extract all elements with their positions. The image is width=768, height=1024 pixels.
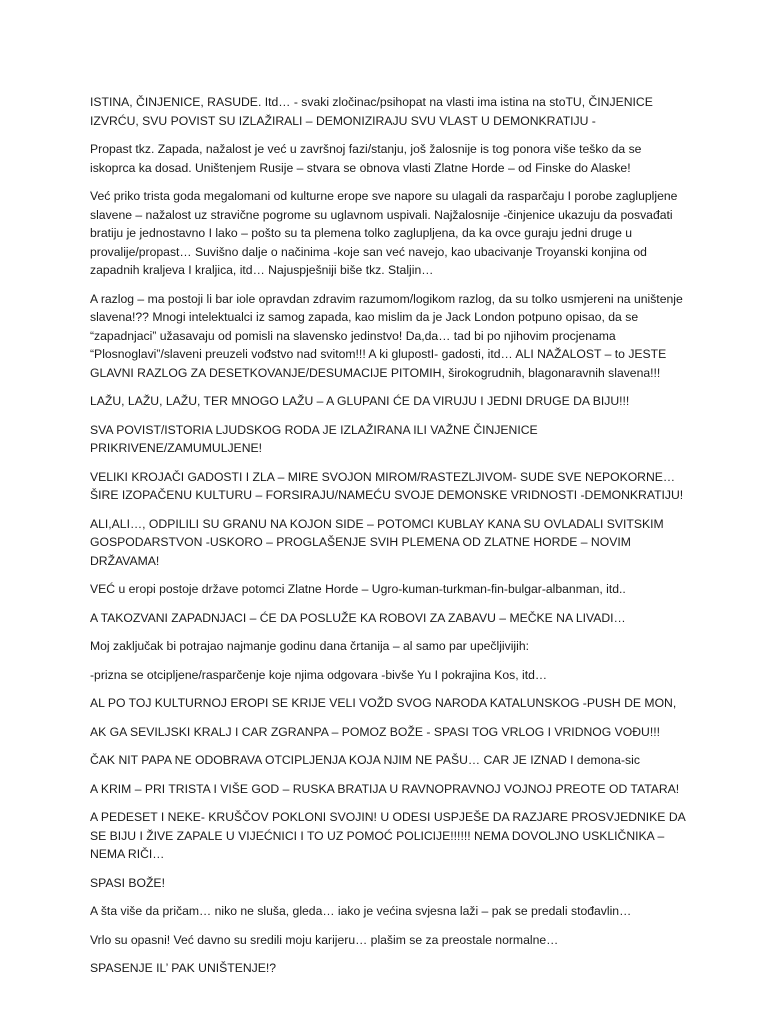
paragraph-17: A PEDESET I NEKE- KRUŠČOV POKLONI SVOJIN! U ODESI USPJEŠE DA RAZJARE PROSVJEDNIKE DA SE BIJU I ŽIVE ZAPALE U VIJEĆNICI I TO UZ POMOĆ POLICIJE!!!!!! NEMA DOVOLJNO USKLIČNIKA – NEMA RIČI… (90, 810, 686, 861)
paragraph-21: SPASENJE IL’ PAK UNIŠTENJE!? (90, 961, 277, 975)
paragraph-5: LAŽU, LAŽU, LAŽU, TER MNOGO LAŽU – A GLUPANI ĆE DA VIRUJU I JEDNI DRUGE DA BIJU!!! (90, 394, 630, 408)
paragraph-3: Već priko trista goda megalomani od kulturne erope sve napore su ulagali da rasparčaju I porobe zaglupljene slavene – nažalost uz stravične pogrome su uglavnom uspivali. Najžalosnije -činjenice ukazuju da posvađati bratiju je jednostavno I lako – pošto su ta plemena tolko zaglupljena, da ka ovce guraju jedni druge u provalije/propast… Suvišno dalje o načinima -koje san već navejo, kao ubacivanje Troyanski konjina od zapadnih kraljeva I kraljica, itd… Najuspješniji biše tkz. Staljin… (90, 189, 678, 277)
paragraph-15: ČAK NIT PAPA NE ODOBRAVA OTCIPLJENJA KOJA NJIM NE PAŠU… CAR JE IZNAD I demona-sic (90, 753, 640, 767)
paragraph-16: A KRIM – PRI TRISTA I VIŠE GOD – RUSKA BRATIJA U RAVNOPRAVNOJ VOJNOJ PREOTE OD TATARA! (90, 781, 680, 796)
paragraph-20: Vrlo su opasni! Već davno su sredili moju karijeru… plašim se za preostale normalne… (90, 932, 559, 947)
paragraph-10: A TAKOZVANI ZAPADNJACI – ĆE DA POSLUŽE KA ROBOVI ZA ZABAVU – MEČKE NA LIVADI… (90, 610, 626, 625)
paragraph-19: A šta više da pričam… niko ne sluša, gleda… iako je većina svjesna laži – pak se predali stođavlin… (90, 904, 632, 918)
paragraph-2: Propast tkz. Zapada, nažalost je već u završnoj fazi/stanju, još žalosnije is tog ponora više teško da se iskoprca ka dosad. Uništenjem Rusije – stvara se obnova vlasti Zlatne Horde – od Finske do Alaske! (90, 142, 642, 175)
paragraph-4: A razlog – ma postoji li bar iole opravdan zdravim razumom/logikom razlog, da su tolko usmjereni na uništenje slavena!?? Mnogi intelektualci iz samog zapada, kao mislim da je Jack London potpuno opisao, da se “zapadnjaci” užasavaju od pomisli na slavensko jedinstvo! Da,da… tad bi po njihovim procjenama “Plosnoglavi”/slaveni preuzeli vođstvo nad svitom!!! A ki glupostI- gadosti, itd… ALI NAŽALOST – to JESTE GLAVNI RAZLOG ZA DESETKOVANJE/DESUMACIJE PITOMIH, širokogrudnih, blagonaravnih slavena!!! (90, 291, 683, 380)
paragraph-6: SVA POVIST/ISTORIA LJUDSKOG RODA JE IZLAŽIRANA ILI VAŽNE ČINJENICE PRIKRIVENE/ZAMUMULJENE! (90, 422, 538, 455)
document-body (90, 93, 690, 988)
paragraph-14: AK GA SEVILJSKI KRALJ I CAR ZGRANPA – POMOZ BOŽE - SPASI TOG VRLOG I VRIDNOG VOĐU!!! (90, 724, 661, 739)
paragraph-11: Moj zaključak bi potrajao najmanje godinu dana črtanija – al samo par upečljivijih: (90, 639, 529, 653)
paragraph-9: VEĆ u eropi postoje države potomci Zlatne Horde – Ugro-kuman-turkman-fin-bulgar-albanman, itd.. (90, 582, 626, 596)
paragraph-1: ISTINA, ČINJENICE, RASUDE. Itd… - svaki zločinac/psihopat na vlasti ima istina na stoTU, ČINJENICE IZVRĆU, SVU POVIST SU IZLAŽIRALI – DEMONIZIRAJU SVU VLAST U DEMONKRATIJU - (90, 95, 653, 128)
paragraph-12: -prizna se otcipljene/rasparčenje koje njima odgovara -bivše Yu I pokrajina Kos, itd… (90, 667, 548, 682)
paragraph-18: SPASI BOŽE! (90, 875, 165, 890)
paragraph-13: AL PO TOJ KULTURNOJ EROPI SE KRIJE VELI VOŽD SVOG NARODA KATALUNSKOG -PUSH DE MON, (90, 696, 677, 710)
paragraph-8: ALI,ALI…, ODPILILI SU GRANU NA KOJON SIDE – POTOMCI KUBLAY KANA SU OVLADALI SVITSKIM GOSPODARSTVON -USKORO – PROGLAŠENJE SVIH PLEMENA OD ZLATNE HORDE – NOVIM DRŽAVAMA! (90, 516, 664, 568)
paragraph-7: VELIKI KROJAČI GADOSTI I ZLA – MIRE SVOJON MIROM/RASTEZLJIVOM- SUDE SVE NEPOKORNE… ŠIRE IZOPAČENU KULTURU – FORSIRAJU/NAMEĆU SVOJE DEMONSKE VRIDNOSTI -DEMONKRATIJU! (90, 469, 684, 502)
